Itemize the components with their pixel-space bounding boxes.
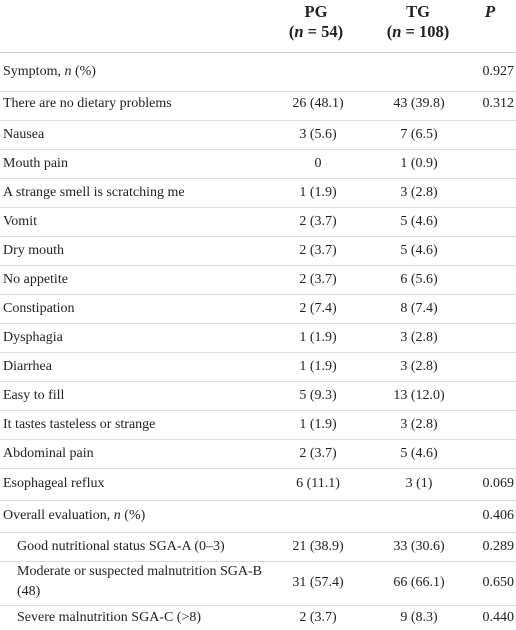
row-label <box>3 53 268 91</box>
row-label <box>3 178 268 207</box>
header-pg-n-var: n <box>294 22 304 41</box>
pg-value: 31 (57.4) <box>292 575 344 590</box>
row-label-text: Esophageal reflux <box>3 476 105 491</box>
row-label <box>3 91 268 117</box>
table-row <box>0 410 516 440</box>
tg-value: 3 (2.8) <box>400 185 438 200</box>
row-label <box>3 323 268 352</box>
table-header <box>0 0 516 53</box>
row-label <box>3 207 268 236</box>
row-label-text: Severe malnutrition SGA-C (>8) <box>17 610 202 625</box>
tg-value: 5 (4.6) <box>400 446 438 461</box>
p-value: 0.312 <box>482 96 514 111</box>
row-label <box>17 562 266 602</box>
row-label <box>3 410 268 439</box>
p-value: 0.289 <box>482 539 514 554</box>
row-label <box>3 294 268 323</box>
tg-value: 5 (4.6) <box>400 243 438 258</box>
row-label <box>3 120 268 149</box>
tg-value: 3 (2.8) <box>400 359 438 374</box>
tg-value: 3 (2.8) <box>400 330 438 345</box>
tg-value: 13 (12.0) <box>393 388 445 403</box>
header-pg-count <box>274 22 358 42</box>
pg-value: 1 (1.9) <box>299 330 337 345</box>
table-row <box>0 207 516 237</box>
row-label-text: Easy to fill <box>3 388 65 403</box>
row-label <box>3 352 268 381</box>
header-pg-n-suffix: = 54) <box>303 22 344 41</box>
row-label <box>17 532 268 561</box>
pg-value: 2 (3.7) <box>299 243 337 258</box>
row-label-text: Vomit <box>3 214 37 229</box>
header-pg-n-prefix: ( <box>288 22 295 41</box>
tg-value: 43 (39.8) <box>393 96 445 111</box>
row-label-text: Symptom, <box>3 64 65 79</box>
row-label <box>3 381 268 410</box>
tg-value: 3 (1) <box>405 476 433 491</box>
header-tg <box>372 2 464 42</box>
header-tg-n-prefix: ( <box>386 22 393 41</box>
table-row <box>0 561 516 606</box>
row-label <box>3 439 268 468</box>
pg-value: 26 (48.1) <box>292 96 344 111</box>
pg-value: 1 (1.9) <box>299 417 337 432</box>
row-label-text: Constipation <box>3 301 75 316</box>
tg-value: 7 (6.5) <box>400 127 438 142</box>
row-label <box>3 500 268 532</box>
tg-value: 3 (2.8) <box>400 417 438 432</box>
p-value: 0.650 <box>482 575 514 590</box>
row-label-variable: n <box>64 64 72 79</box>
row-label-text: Overall evaluation, <box>3 508 114 523</box>
table-row <box>0 91 516 121</box>
pg-value: 1 (1.9) <box>299 359 337 374</box>
table-row <box>0 468 516 501</box>
row-label <box>3 236 268 265</box>
pg-value: 21 (38.9) <box>292 539 344 554</box>
table-row <box>0 439 516 469</box>
header-tg-n-var: n <box>392 22 402 41</box>
table-row <box>0 605 516 630</box>
table-row <box>0 178 516 208</box>
pg-value: 0 <box>314 156 322 171</box>
row-label <box>3 468 268 500</box>
pg-value: 3 (5.6) <box>299 127 337 142</box>
pg-value: 2 (3.7) <box>299 272 337 287</box>
tg-value: 8 (7.4) <box>400 301 438 316</box>
row-label <box>17 605 268 630</box>
row-label-text: Dry mouth <box>3 243 65 258</box>
table-row <box>0 352 516 382</box>
row-label-suffix: (%) <box>120 508 146 523</box>
pg-value: 2 (3.7) <box>299 446 337 461</box>
header-tg-n-suffix: = 108) <box>401 22 450 41</box>
row-label-variable: n <box>113 508 121 523</box>
row-label-text: Mouth pain <box>3 156 68 171</box>
p-value: 0.440 <box>482 610 514 625</box>
p-value: 0.069 <box>482 476 514 491</box>
tg-value: 5 (4.6) <box>400 214 438 229</box>
header-tg-title: TG <box>406 2 430 21</box>
row-label-text: Abdominal pain <box>3 446 94 461</box>
p-value: 0.927 <box>482 64 514 79</box>
pg-value: 5 (9.3) <box>299 388 337 403</box>
header-p: P <box>484 2 496 21</box>
pg-value: 6 (11.1) <box>296 476 340 491</box>
row-label-text: There are no dietary problems <box>3 96 172 111</box>
row-label-text: Nausea <box>3 127 45 142</box>
row-label-text: Good nutritional status SGA-A (0–3) <box>17 539 225 554</box>
p-value: 0.406 <box>482 508 514 523</box>
row-label-text: It tastes tasteless or strange <box>3 417 156 432</box>
tg-value: 1 (0.9) <box>400 156 438 171</box>
tg-value: 6 (5.6) <box>400 272 438 287</box>
table-row <box>0 149 516 179</box>
tg-value: 66 (66.1) <box>393 575 445 590</box>
table-row <box>0 532 516 562</box>
row-label-text: Dysphagia <box>3 330 63 345</box>
pg-value: 1 (1.9) <box>299 185 337 200</box>
table-row <box>0 265 516 295</box>
pg-value: 2 (3.7) <box>299 214 337 229</box>
row-label-text: Moderate or suspected malnutrition SGA-B (48) <box>17 564 262 599</box>
header-pg-title: PG <box>304 2 328 21</box>
header-tg-count <box>372 22 464 42</box>
row-label-text: No appetite <box>3 272 68 287</box>
table-row <box>0 236 516 266</box>
row-label <box>3 149 268 178</box>
table-row <box>0 120 516 150</box>
row-label-suffix: (%) <box>71 64 96 79</box>
table-row <box>0 294 516 324</box>
tg-value: 9 (8.3) <box>400 610 438 625</box>
pg-value: 2 (7.4) <box>299 301 337 316</box>
tg-value: 33 (30.6) <box>393 539 445 554</box>
table-row <box>0 53 516 92</box>
pg-value: 2 (3.7) <box>299 610 337 625</box>
header-pg <box>274 2 358 42</box>
table-row <box>0 323 516 353</box>
row-label <box>3 265 268 294</box>
row-label-text: A strange smell is scratching me <box>3 185 185 200</box>
row-label-text: Diarrhea <box>3 359 52 374</box>
table-row <box>0 381 516 411</box>
table-row <box>0 500 516 533</box>
